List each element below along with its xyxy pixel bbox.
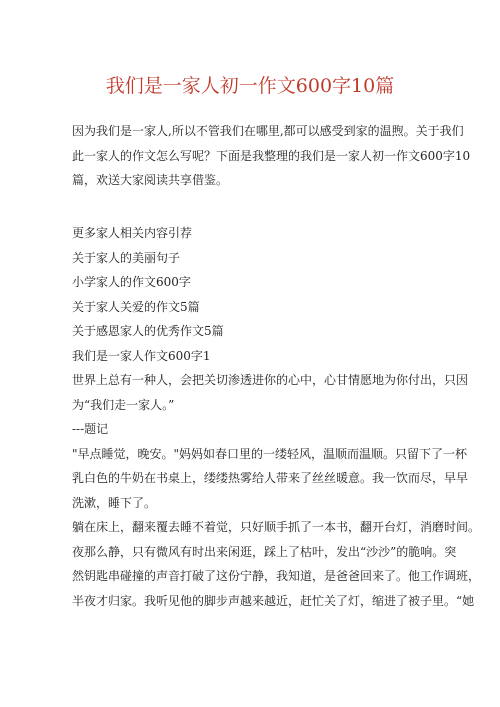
essay-epigraph-credit: ---题记 bbox=[72, 422, 109, 436]
essay-line: 半夜才归家。我听见他的脚步声越来越近，赶忙关了灯，缩进了被子里。“她 bbox=[72, 593, 475, 608]
essay-heading: 我们是一家人作文600字1 bbox=[72, 348, 211, 363]
essay-line: 洗漱，睡下了。 bbox=[72, 495, 157, 510]
related-link[interactable]: 关于感恩家人的优秀作文5篇 bbox=[72, 324, 224, 338]
essay-line: 然钥匙串碰撞的声音打破了这份宁静，我知道，是爸爸回来了。他工作调班， bbox=[72, 569, 481, 583]
essay-line: 世界上总有一种人，会把关切渗透进你的心中，心甘情愿地为你付出，只因 bbox=[72, 373, 469, 387]
intro-line: 篇，欢送大家阅读共享借鉴。 bbox=[72, 173, 229, 187]
intro-line: 因为我们是一家人,所以不管我们在哪里,都可以感受到家的温煦。关于我们 bbox=[72, 124, 464, 138]
essay-line: 乳白色的牛奶在书桌上，缕缕热雾给人带来了丝丝暖意。我一饮而尽，早早 bbox=[72, 471, 469, 485]
related-link[interactable]: 小学家人的作文600字 bbox=[72, 275, 191, 289]
document-title: 我们是一家人初一作文600字10篇 bbox=[105, 75, 395, 97]
essay-line: 夜那么静，只有微风有时出来闲逛，踩上了枯叶，发出“沙沙”的脆响。突 bbox=[72, 544, 457, 559]
essay-line: 为“我们走一家人。” bbox=[72, 397, 175, 412]
essay-line: 躺在床上，翻来覆去睡不着觉，只好顺手抓了一本书，翻开台灯，消磨时间。 bbox=[72, 520, 481, 534]
essay-line: "早点睡觉，晚安。"妈妈如春口里的一缕轻风，温顺而温顺。只留下了一杯 bbox=[72, 446, 468, 461]
related-link[interactable]: 关于家人的美丽句子 bbox=[72, 250, 181, 265]
related-link[interactable]: 关于家人关爱的作文5篇 bbox=[72, 299, 200, 314]
related-header: 更多家人相关内容引荐 bbox=[72, 226, 193, 240]
intro-line: 此一家人的作文怎么写呢？下面是我整理的我们是一家人初一作文600字10 bbox=[72, 148, 471, 163]
